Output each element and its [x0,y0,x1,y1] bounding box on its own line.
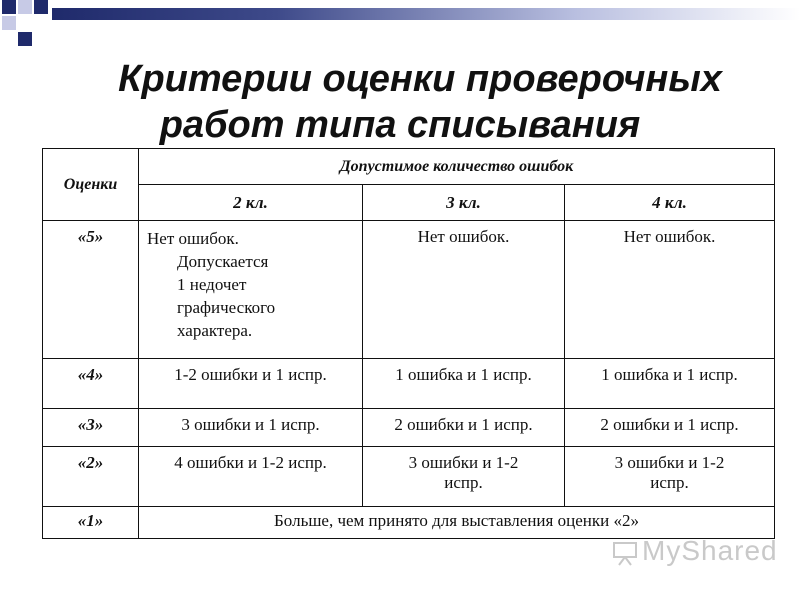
cell-line: Нет ошибок. [147,229,239,248]
title-line-2: работ типа списывания [159,104,641,146]
cell-line: 3 ошибки и 1-2 [614,453,725,472]
criteria-cell: 2 ошибки и 1 испр. [565,409,775,447]
decor-square [18,32,32,46]
mark-cell: «3» [43,409,139,447]
criteria-cell [565,447,775,507]
criteria-cell: 1 ошибка и 1 испр. [363,359,565,409]
decor-square [18,0,32,14]
cell-line: Допускается [177,252,269,271]
criteria-cell: 1-2 ошибки и 1 испр. [139,359,363,409]
cell-line: 1 недочет [177,275,247,294]
criteria-cell [139,221,363,359]
projector-icon [612,540,638,566]
grade-header: 4 кл. [565,185,775,221]
criteria-cell: 1 ошибка и 1 испр. [565,359,775,409]
grade-header: 2 кл. [139,185,363,221]
cell-line: испр. [444,473,483,492]
criteria-cell: 2 ошибки и 1 испр. [363,409,565,447]
criteria-cell: 3 ошибки и 1 испр. [139,409,363,447]
table-row [43,507,775,539]
criteria-cell-merged: Больше, чем принято для выставления оценки «2» [139,507,775,539]
grade-header: 3 кл. [363,185,565,221]
decor-square [34,0,48,14]
mark-cell: «4» [43,359,139,409]
table-row [43,359,775,409]
cell-line: испр. [650,473,689,492]
table-row [43,447,775,507]
slide-title [0,56,800,148]
cell-line: графического [177,298,276,317]
criteria-cell: 4 ошибки и 1-2 испр. [139,447,363,507]
mark-cell: «2» [43,447,139,507]
table-row [43,221,775,359]
mark-cell: «1» [43,507,139,539]
criteria-table [42,148,775,539]
decor-square [2,16,16,30]
decor-square [2,0,16,14]
cell-line: характера. [177,321,253,340]
cell-line: 3 ошибки и 1-2 [408,453,519,472]
header-marks: Оценки [43,149,139,221]
watermark-text: MyShared [642,535,778,566]
header-errors: Допустимое количество ошибок [139,149,775,185]
criteria-cell [363,447,565,507]
table-row [43,409,775,447]
top-gradient-bar [52,8,800,20]
criteria-cell: Нет ошибок. [565,221,775,359]
decor-square [18,16,32,30]
mark-cell: «5» [43,221,139,359]
title-line-1: Критерии оценки проверочных [118,58,722,100]
criteria-cell: Нет ошибок. [363,221,565,359]
